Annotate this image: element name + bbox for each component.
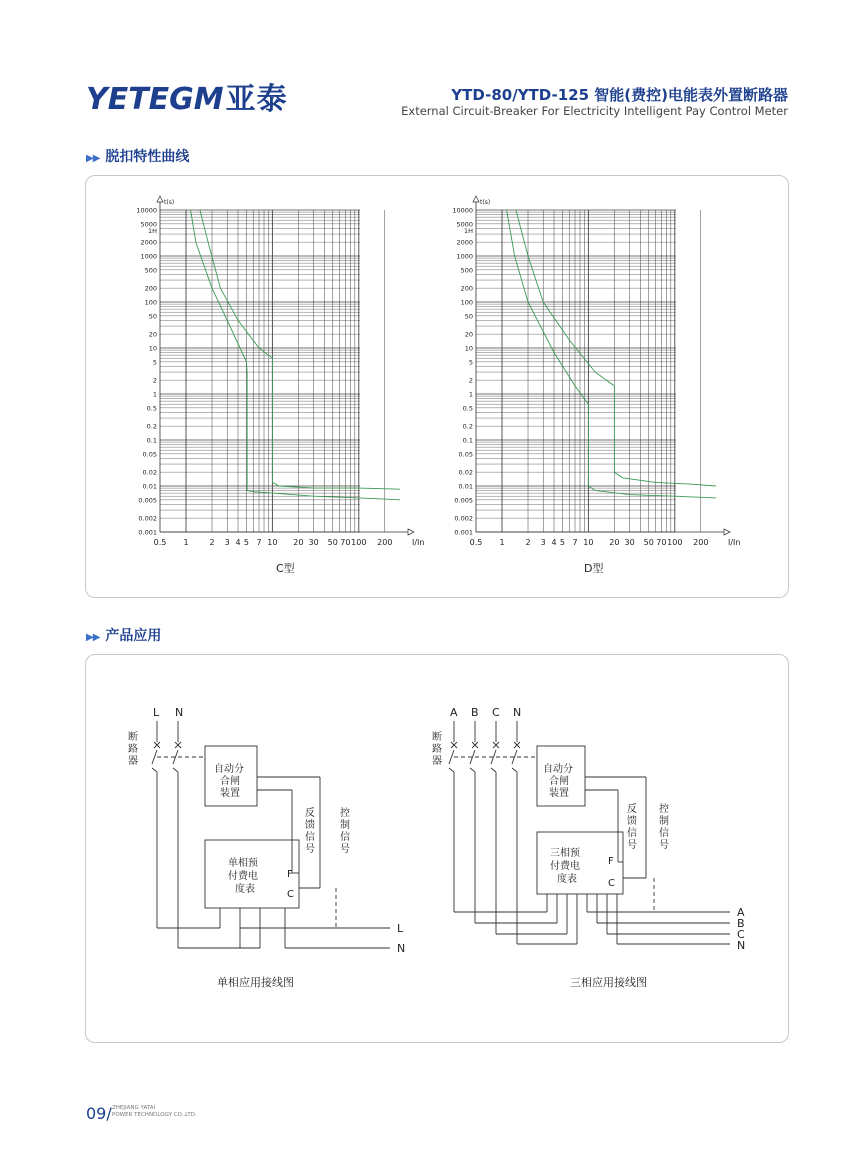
- y-tick-label: 10: [148, 344, 157, 353]
- x-tick-label: 200: [377, 538, 393, 547]
- x-tick-label: 20: [293, 538, 304, 547]
- x-tick-label: 3: [224, 538, 230, 547]
- y-tick-label: 100: [460, 298, 473, 307]
- x-tick-label: 5: [243, 538, 249, 547]
- tp-caption: 三相应用接线图: [570, 976, 647, 989]
- x-tick-label: 20: [609, 538, 620, 547]
- y-tick-label: 0.002: [454, 514, 473, 523]
- y-tick-label: 50: [464, 312, 473, 321]
- x-axis-label: I/In: [412, 538, 425, 547]
- svg-text:路: 路: [432, 744, 442, 755]
- tp-breaker-label: [432, 730, 442, 767]
- page-number: 09/: [86, 1104, 112, 1123]
- x-tick-label: 70: [656, 538, 667, 547]
- y-tick-label: 100: [144, 298, 157, 307]
- sp-meter-1: 单相预: [228, 858, 258, 869]
- y-tick-label: 2000: [456, 238, 473, 247]
- y-tick-label: 0.001: [138, 528, 157, 537]
- logo-text: YETEGM: [86, 82, 224, 117]
- three-phase-diagram: [449, 721, 730, 944]
- sp-auto-device-3: 装置: [220, 788, 240, 799]
- footer-company-line2: POWER TECHNOLOGY CO.,LTD.: [112, 1111, 197, 1118]
- sp-breaker-label: [128, 730, 138, 767]
- y-tick-label: 0.005: [138, 496, 157, 505]
- x-tick-label: 4: [235, 538, 241, 547]
- svg-text:信: 信: [627, 828, 637, 839]
- svg-text:馈: 馈: [627, 816, 637, 827]
- chart-c-caption: C型: [276, 562, 295, 575]
- svg-text:器: 器: [128, 756, 138, 767]
- y-tick-label: 0.01: [458, 482, 473, 491]
- double-arrow-icon: ▶▶: [86, 632, 100, 643]
- y-tick-label: 1: [152, 390, 157, 399]
- svg-text:制: 制: [659, 816, 669, 827]
- chart-d-caption: D型: [584, 562, 604, 575]
- section-curves-title: 脱扣特性曲线: [105, 149, 190, 165]
- x-tick-label: 0.5: [469, 538, 483, 547]
- y-tick-label: 200: [460, 284, 473, 293]
- x-tick-label: 30: [624, 538, 635, 547]
- logo-cn: 亚泰: [225, 82, 288, 117]
- y-tick-label: 0.5: [146, 404, 157, 413]
- tp-feedback-label: [627, 802, 637, 851]
- sp-out-n: N: [397, 942, 406, 955]
- tp-auto-device-2: 合闸: [549, 776, 569, 787]
- y-tick-label: 20: [148, 330, 157, 339]
- y-tick-label: 1: [468, 390, 473, 399]
- svg-text:控: 控: [340, 808, 350, 819]
- y-tick-label: 1H: [463, 226, 473, 235]
- y-tick-label: 5: [468, 358, 473, 367]
- sp-caption: 单相应用接线图: [217, 976, 294, 989]
- y-tick-label: 0.2: [462, 422, 473, 431]
- sp-auto-device-1: 自动分: [214, 764, 244, 775]
- y-tick-label: 10000: [452, 206, 473, 215]
- x-tick-label: 7: [256, 538, 262, 547]
- y-tick-label: 0.2: [146, 422, 157, 431]
- y-tick-label: 2: [468, 376, 473, 385]
- svg-text:号: 号: [627, 840, 637, 851]
- footer-company: [112, 1105, 197, 1118]
- sp-meter-3: 度表: [235, 884, 255, 895]
- x-tick-label: 50: [327, 538, 338, 547]
- x-tick-label: 200: [693, 538, 709, 547]
- tp-c-label: C: [608, 878, 615, 889]
- page-title: YTD-80/YTD-125 智能(费控)电能表外置断路器: [451, 86, 788, 104]
- y-tick-label: 20: [464, 330, 473, 339]
- tp-meter-2: 付费电: [550, 861, 580, 872]
- y-tick-label: 0.001: [454, 528, 473, 537]
- footer-company-line1: ZHEJIANG YATAI: [112, 1105, 156, 1111]
- y-tick-label: 500: [144, 266, 157, 275]
- y-tick-label: 5000: [140, 220, 157, 229]
- y-tick-label: 5: [152, 358, 157, 367]
- y-tick-label: 1000: [456, 252, 473, 261]
- tp-f-label: F: [608, 856, 614, 867]
- x-tick-label: 1: [499, 538, 505, 547]
- y-tick-label: 200: [144, 284, 157, 293]
- svg-text:信: 信: [340, 832, 350, 843]
- y-tick-label: 0.005: [454, 496, 473, 505]
- sp-terminal-n: N: [175, 706, 184, 719]
- page-subtitle: External Circuit-Breaker For Electricity Intelligent Pay Control Meter: [401, 104, 788, 118]
- x-tick-label: 5: [559, 538, 565, 547]
- svg-text:号: 号: [659, 840, 669, 851]
- x-tick-label: 100: [351, 538, 367, 547]
- svg-text:制: 制: [340, 820, 350, 831]
- y-tick-label: 2000: [140, 238, 157, 247]
- sp-c-label: C: [287, 889, 294, 900]
- tp-terminal-b: B: [471, 706, 479, 719]
- svg-text:号: 号: [305, 844, 315, 855]
- svg-text:路: 路: [128, 744, 138, 755]
- x-tick-label: 70: [340, 538, 351, 547]
- tp-control-label: [659, 802, 669, 851]
- svg-text:控: 控: [659, 804, 669, 815]
- double-arrow-icon: ▶▶: [86, 153, 100, 164]
- y-tick-label: 0.1: [146, 436, 157, 445]
- x-tick-label: 4: [551, 538, 557, 547]
- y-tick-label: 0.5: [462, 404, 473, 413]
- y-axis-label: t(s): [480, 199, 491, 206]
- sp-terminal-l: L: [153, 706, 160, 719]
- tp-out-n: N: [737, 939, 746, 952]
- y-tick-label: 1H: [147, 226, 157, 235]
- svg-text:反: 反: [627, 804, 637, 815]
- y-tick-label: 0.002: [138, 514, 157, 523]
- y-tick-label: 10000: [136, 206, 157, 215]
- x-tick-label: 10: [583, 538, 594, 547]
- sp-control-label: [340, 806, 350, 855]
- tp-terminal-n: N: [513, 706, 522, 719]
- x-tick-label: 7: [572, 538, 578, 547]
- y-tick-label: 0.02: [458, 468, 473, 477]
- tp-auto-device-1: 自动分: [543, 764, 573, 775]
- svg-text:信: 信: [305, 832, 315, 843]
- single-phase-diagram: [128, 706, 390, 948]
- x-tick-label: 50: [643, 538, 654, 547]
- x-tick-label: 1: [183, 538, 189, 547]
- sp-f-label: F: [287, 869, 293, 880]
- y-tick-label: 0.1: [462, 436, 473, 445]
- tp-meter-3: 度表: [557, 874, 577, 885]
- y-tick-label: 500: [460, 266, 473, 275]
- svg-text:断: 断: [432, 732, 442, 743]
- x-tick-label: 3: [540, 538, 546, 547]
- sp-auto-device-2: 合闸: [220, 776, 240, 787]
- svg-text:反: 反: [305, 808, 315, 819]
- svg-text:馈: 馈: [305, 820, 315, 831]
- y-tick-label: 0.05: [458, 450, 473, 459]
- tp-terminal-a: A: [450, 706, 458, 719]
- x-tick-label: 0.5: [153, 538, 167, 547]
- svg-text:器: 器: [432, 756, 442, 767]
- y-tick-label: 5000: [456, 220, 473, 229]
- tp-auto-device-3: 装置: [549, 788, 569, 799]
- y-tick-label: 0.05: [142, 450, 157, 459]
- y-axis-label: t(s): [164, 199, 175, 206]
- tp-out-c: C: [737, 928, 745, 941]
- y-tick-label: 10: [464, 344, 473, 353]
- x-tick-label: 100: [667, 538, 683, 547]
- y-tick-label: 0.02: [142, 468, 157, 477]
- tp-terminal-c: C: [492, 706, 500, 719]
- x-tick-label: 10: [267, 538, 278, 547]
- tp-out-b: B: [737, 917, 745, 930]
- y-tick-label: 50: [148, 312, 157, 321]
- svg-text:断: 断: [128, 732, 138, 743]
- svg-text:信: 信: [659, 828, 669, 839]
- x-tick-label: 30: [308, 538, 319, 547]
- y-tick-label: 1000: [140, 252, 157, 261]
- tp-meter-1: 三相预: [550, 848, 580, 859]
- sp-meter-2: 付费电: [228, 871, 258, 882]
- y-tick-label: 0.01: [142, 482, 157, 491]
- x-tick-label: 2: [209, 538, 215, 547]
- sp-feedback-label: [305, 806, 315, 855]
- x-tick-label: 2: [525, 538, 531, 547]
- y-tick-label: 2: [152, 376, 157, 385]
- svg-text:号: 号: [340, 844, 350, 855]
- sp-out-l: L: [397, 922, 404, 935]
- tp-out-a: A: [737, 906, 745, 919]
- x-axis-label: I/In: [728, 538, 741, 547]
- section-application-title: 产品应用: [105, 628, 162, 644]
